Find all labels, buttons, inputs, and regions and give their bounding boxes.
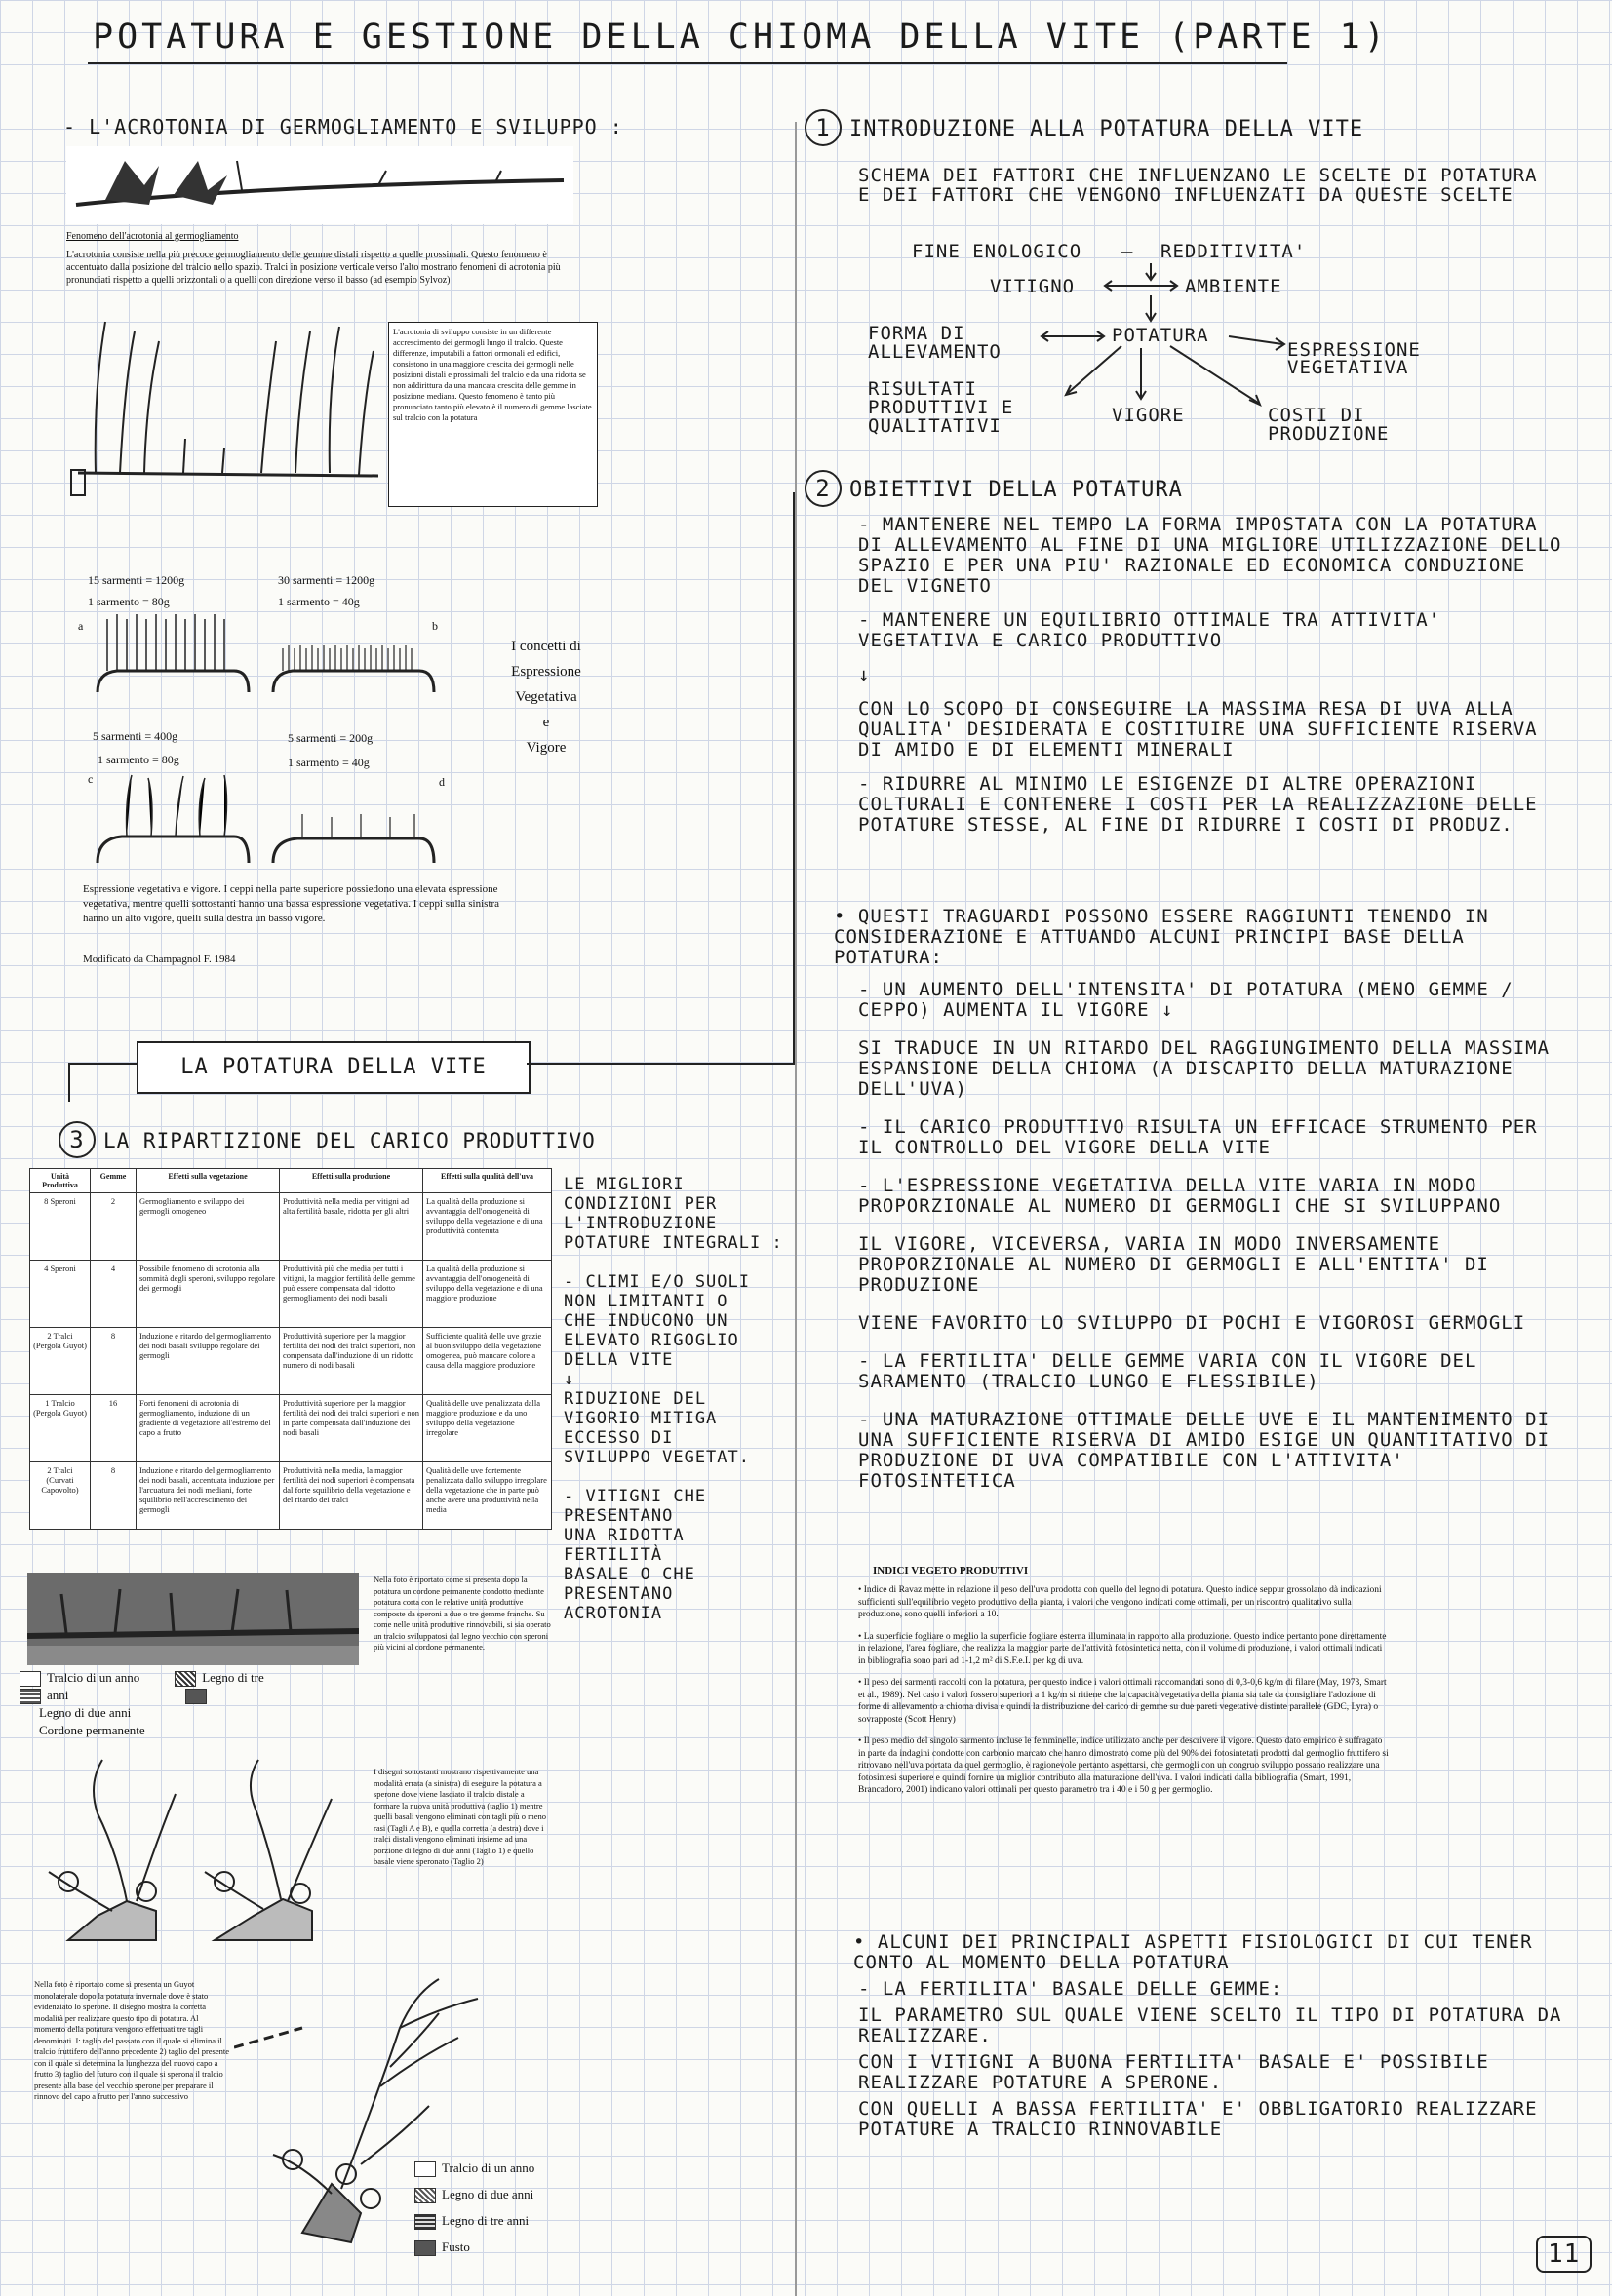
objective-item: ↓ [858, 664, 871, 685]
fig3-label-b: b [432, 619, 438, 633]
principles-list [858, 980, 1570, 1509]
fig3-b-top: 30 sarmenti = 1200g [278, 573, 375, 587]
bl-one-year-swatch [414, 2161, 436, 2177]
fig3-c-bot: 1 sarmento = 80g [98, 753, 179, 766]
connector-vertical [793, 492, 795, 1065]
index-item: • La superficie fogliare o meglio la superficie fogliare esterna illuminata in rapporto alla produzione. Questo indice pertanto pone direttamente in relazione, l'area fogliare, che realizza la maggior parte dell'attività fotosintetica netta, con il volume di produzione, i valori ottimali indicati in bibliografia sono pari ad 1-1,2 m² di S.F.e.I. per kg di uva. [858, 1631, 1387, 1666]
legend-row-2 [20, 1687, 371, 1704]
note-line: UNA RIDOTTA [564, 1526, 685, 1545]
note-line [564, 1253, 793, 1272]
table-cell: La qualità della produzione si avvantaggia dell'omogeneità di sviluppo della vegetazione e di una produttività contenuta [423, 1193, 552, 1261]
aspects-intro: • ALCUNI DEI PRINCIPALI ASPETTI FISIOLOGICI DI CUI TENER CONTO AL MOMENTO DELLA POTATURA [853, 1931, 1533, 1973]
table-cell: Induzione e ritardo del germogliamento dei nodi basali sviluppo regolare dei germogli [137, 1328, 280, 1395]
factors-diagram [858, 239, 1560, 453]
note-line: PRESENTANO [564, 1506, 674, 1526]
note-line: ELEVATO RIGOGLIO [564, 1331, 739, 1350]
table-cell: 8 [91, 1328, 137, 1395]
section2-title: OBIETTIVI DELLA POTATURA [849, 478, 1183, 502]
section1-number: 1 [805, 109, 842, 146]
aspect-item: - LA FERTILITA' BASALE DELLE GEMME: [858, 1978, 1283, 2000]
table-cell: Produttività superiore per la maggior fertilità dei nodi dei tralci superiori, non compensata dall'induzione di un ridotto numero di nodi basali [280, 1328, 423, 1395]
principle-item: - UNA MATURAZIONE OTTIMALE DELLE UVE E IL MANTENIMENTO DI UNA SUFFICIENTE RISERVA DI AMIDO ESIGE UN QUANTITATIVO DI PRODUZIONE DI UVA COMPATIBILE CON L'ATTIVITA' FOTOSINTETICA [858, 1409, 1551, 1492]
integral-pruning-notes [564, 1175, 793, 1623]
legend-l3: Legno di tre [202, 1670, 264, 1685]
load-table-body [30, 1193, 552, 1530]
table-header-cell: Gemme [91, 1169, 137, 1193]
table-header-cell: Effetti sulla vegetazione [137, 1169, 280, 1193]
concept-line-3: Vegetativa [515, 689, 577, 705]
aspect-item: CON I VITIGNI A BUONA FERTILITA' BASALE E' POSSIBILE REALIZZARE POTATURE A SPERONE. [858, 2051, 1489, 2093]
table-cell: 2 Tralci (Pergola Guyot) [30, 1328, 91, 1395]
principle-item: SI TRADUCE IN UN RITARDO DEL RAGGIUNGIMENTO DELLA MASSIMA ESPANSIONE DELLA CHIOMA (A DISCAPITO DELLA MATURAZIONE DELL'UVA) [858, 1037, 1551, 1100]
one-year-swatch [20, 1671, 41, 1687]
legend-l5: Cordone permanente [39, 1723, 145, 1738]
table-header-cell: Unità Produttiva [30, 1169, 91, 1193]
aspects-list [858, 1979, 1570, 2146]
two-year-swatch [20, 1689, 41, 1704]
diag-ambiente: AMBIENTE [1185, 276, 1282, 297]
note-line: - CLIMI E/O SUOLI [564, 1272, 750, 1292]
fig3-source: Modificato da Champagnol F. 1984 [83, 953, 236, 965]
objective-item: - MANTENERE NEL TEMPO LA FORMA IMPOSTATA CON LA POTATURA DI ALLEVAMENTO AL FINE DI UNA MIGLIORE UTILIZZAZIONE DELLO SPAZIO E PER UNA PIU' RAZIONALE ED ECONOMICA CONDUZIONE DEL VIGNETO [858, 514, 1562, 597]
note-line: ACROTONIA [564, 1604, 663, 1623]
fig3-label-a: a [78, 619, 84, 633]
acrotonia-figure [66, 146, 573, 224]
bottom-legend-row-3 [414, 2207, 534, 2234]
objective-item: - MANTENERE UN EQUILIBRIO OTTIMALE TRA ATTIVITA' VEGETATIVA E CARICO PRODUTTIVO [858, 609, 1441, 651]
cordon-photo [27, 1573, 359, 1665]
section3-heading [59, 1121, 596, 1158]
fig3-b-bot: 1 sarmento = 40g [278, 595, 360, 608]
objective-item: CON LO SCOPO DI CONSEGUIRE LA MASSIMA RESA DI UVA ALLA QUALITA' DESIDERATA E COSTITUIRE UNA SUFFICIENTE RISERVA DI AMIDO E DI ELEMENTI MINERALI [858, 698, 1538, 760]
concept-line-2: Espressione [511, 664, 581, 680]
section3-number: 3 [59, 1121, 96, 1158]
note-line: L'INTRODUZIONE [564, 1214, 718, 1233]
section1-subtitle: SCHEMA DEI FATTORI CHE INFLUENZANO LE SCELTE DI POTATURA E DEI FATTORI CHE VENGONO INFLUENZATI DA QUESTE SCELTE [858, 165, 1538, 206]
principle-item: VIENE FAVORITO LO SVILUPPO DI POCHI E VIGOROSI GERMOGLI [858, 1312, 1526, 1334]
section1-title: INTRODUZIONE ALLA POTATURA DELLA VITE [849, 117, 1364, 141]
bl-two-year-swatch [414, 2188, 436, 2203]
section3-title: LA RIPARTIZIONE DEL CARICO PRODUTTIVO [103, 1129, 596, 1152]
page-title: POTATURA E GESTIONE DELLA CHIOMA DELLA VITE (PARTE 1) [93, 18, 1389, 57]
photo-text: Nella foto è riportato come si presenta dopo la potatura un cordone permanente condotto mediante potatura corta con le relative unità produttive composte da speroni a due o tre gemme franche. Su come nelle unità produttive rinnovabili, si sia operato un tralcio sviluppatosi dal legno vecchio con speroni più vicini al cordone permanente. [374, 1575, 551, 1652]
concept-line-1: I concetti di [511, 639, 581, 654]
fig2-text: L'acrotonia di sviluppo consiste in un differente accrescimento dei germogli lungo il tralcio. Queste differenze, imputabili a fattori ormonali ed edifici, consistono in una maggiore crescita dei germogli nelle posizioni distali e prossimali del tralcio e da una ridotta se non addirittura da una mancata crescita delle gemme in posizione mediana. Questo fenomeno è tanto più pronunciato tanto più elevato è il numero di gemme lasciate sul tralcio con la potatura [393, 327, 592, 422]
table-cell: Forti fenomeni di acrotonia di germogliamento, induzione di un gradiente di vegetazione all'estremo del capo a frutto [137, 1395, 280, 1462]
note-line: ECCESSO DI [564, 1428, 674, 1448]
table-cell: 1 Tralcio (Pergola Guyot) [30, 1395, 91, 1462]
note-line: SVILUPPO VEGETAT. [564, 1448, 750, 1467]
legend-l2: anni [47, 1688, 69, 1703]
table-row [30, 1462, 552, 1530]
table-cell: Produttività più che media per tutti i vitigni, la maggior fertilità delle gemme può essere compensata dal ridotto germogliamento dei nodi basali [280, 1261, 423, 1328]
principle-item: - LA FERTILITA' DELLE GEMME VARIA CON IL VIGORE DEL SARAMENTO (TRALCIO LUNGO E FLESSIBILE) [858, 1350, 1477, 1392]
concept-line-5: Vigore [526, 740, 567, 756]
low-expression-drawing [88, 770, 439, 877]
section2-heading [805, 470, 1183, 507]
bottom-legend-row-1 [414, 2155, 534, 2181]
table-row [30, 1328, 552, 1395]
fig1-caption-text: L'acrotonia consiste nella più precoce germogliamento delle gemme distali rispetto a quelle prossimali. Questo fenomeno è accentuato dalla posizione del tralcio nello spazio. Tralci in posizione verticale verso l'alto mostrano fenomeni di acrotonia più pronunciati rispetto a quelli orizzontali o a quelli con direzione verso il basso (ad esempio Sylvoz) [66, 250, 561, 286]
table-cell: 8 Speroni [30, 1193, 91, 1261]
photo-legend [20, 1669, 371, 1739]
section1-heading [805, 109, 1363, 146]
acrotonia-shoots-figure [66, 312, 388, 497]
legend-row-1 [20, 1669, 371, 1687]
principle-item: - L'ESPRESSIONE VEGETATIVA DELLA VITE VARIA IN MODO PROPORZIONALE AL NUMERO DI GERMOGLI CHE SI SVILUPPANO [858, 1175, 1502, 1217]
load-table [29, 1168, 552, 1530]
note-line: ↓ [564, 1370, 575, 1389]
note-line: CONDIZIONI PER [564, 1194, 718, 1214]
indici-list [858, 1584, 1390, 1807]
diag-costi: COSTI DI PRODUZIONE [1268, 405, 1390, 445]
diag-fine: FINE ENOLOGICO [912, 241, 1082, 262]
column-divider [795, 122, 797, 2296]
table-cell: 4 [91, 1261, 137, 1328]
diag-potatura: POTATURA [1112, 325, 1209, 346]
table-cell: Sufficiente qualità delle uve grazie al buon sviluppo della vegetazione omogenea, può mancare colore a causa della maggiore produzione [423, 1328, 552, 1395]
page-number: 11 [1536, 2236, 1592, 2273]
connector-line [527, 1063, 795, 1065]
connector-left [68, 1063, 137, 1065]
vine-branch-drawing [66, 146, 573, 224]
load-table-header [30, 1169, 552, 1193]
note-line: FERTILITÀ [564, 1545, 663, 1565]
index-item: • Indice di Ravaz mette in relazione il peso dell'uva prodotta con quello del legno di potatura. Questo indice seppur grossolano dà indicazioni sufficienti sull'equilibrio vegeto produttivo della pianta, i valori che vengono indicati come ottimali, per un riscontro qualitativo sulla produzione, sono quelli inferiori a 10. [858, 1585, 1382, 1619]
acrotonia-development-box [388, 322, 598, 507]
bottom-legend-l1: Tralcio di un anno [442, 2160, 535, 2175]
note-line: DELLA VITE [564, 1350, 674, 1370]
guyot-text: Nella foto è riportato come si presenta un Guyot monolaterale dopo la potatura invernale dove è stato evidenziato lo sperone. Il disegno mostra la corretta modalità per realizzare questo tipo di potatura. Al momento della potatura vengono effettuati tre tagli denominati. I: taglio del passato con il quale si elimina il tralcio fruttifero dell'anno precedente 2) taglio del presente con il quale si determina la lunghezza del nuovo capo a frutto 3) taglio del futuro con il quale si sperona il tralcio presente alla base del vecchio sperone per preparare il rinnovo del capo a frutto per l'anno successivo [34, 1979, 230, 2101]
diagram-arrows [858, 239, 1560, 453]
cordon-swatch [185, 1689, 207, 1704]
note-line: NON LIMITANTI O [564, 1292, 728, 1311]
diag-risultati: RISULTATI PRODUTTIVI E QUALITATIVI [868, 378, 1014, 437]
table-row [30, 1395, 552, 1462]
table-cell: La qualità della produzione si avvantaggia dell'omogeneità di sviluppo della vegetazione e di una maggiore produzione [423, 1261, 552, 1328]
diag-dash: – [1121, 241, 1134, 262]
note-line: POTATURE INTEGRALI : [564, 1233, 783, 1253]
fig3-caption: Espressione vegetativa e vigore. I ceppi nella parte superiore possiedono una elevata espressione vegetativa, mentre quelli sottostanti hanno una bassa espressione vegetativa. I ceppi sulla sinistra hanno un alto vigore, quelli sulla destra un basso vigore. [83, 883, 500, 924]
fig3-d-bot: 1 sarmento = 40g [288, 756, 370, 769]
principle-item: - UN AUMENTO DELL'INTENSITA' DI POTATURA (MENO GEMME / CEPPO) AUMENTA IL VIGORE ↓ [858, 979, 1514, 1021]
index-item: • Il peso dei sarmenti raccolti con la potatura, per questo indice i valori ottimali raccomandati sono di 0,3-0,6 kg/m di filare (May, 1973, Smart et al., 1989). Nel caso i valori fossero superiori a 1 kg/m si ritiene che la capacità vegetativa della pianta sia tale da consigliare l'adozione di forme di allevamento a chioma divisa e quindi la distribuzione del carico di gemme su due pareti vegetative distinte parallele (GDC, Lyra) o sovrapposte (Scott Henry) [858, 1678, 1387, 1725]
diag-vigore: VIGORE [1112, 405, 1185, 426]
concept-line-4: e [542, 715, 550, 730]
table-cell: 2 Tralci (Curvati Capovolto) [30, 1462, 91, 1530]
bottom-legend-row-2 [414, 2181, 534, 2207]
table-cell: Germogliamento e sviluppo dei germogli omogeneo [137, 1193, 280, 1261]
note-line [564, 1467, 793, 1487]
table-cell: Qualità delle uve penalizzata dalla maggiore produzione e da uno sviluppo della vegetazione irregolare [423, 1395, 552, 1462]
fig3-concepts [488, 634, 605, 760]
connector-down [68, 1063, 70, 1102]
load-table-container [29, 1168, 556, 1530]
cordon-photo-drawing [27, 1573, 359, 1665]
potatura-box: LA POTATURA DELLA VITE [137, 1041, 531, 1094]
index-item: • Il peso medio del singolo sarmento incluse le femminelle, indice utilizzato anche per descrivere il vigore. Questo dato empirico è suffragato in parte da indagini condotte con carbonio marcato che hanno dimostrato come più del 90% dei fotosintetati prodotti dal germoglio fruttifero si ritrovano nell'uva portata da quel germoglio, è ragionevole pertanto aspettarsi, che germogli con un congruo sviluppo possano realizzare una fotosintesi superiore e quindi fornire un miglior contributo alla maturazione dell'uva. I valori indicati dalla bibliografia (Smart, 1991, Brancadoro, 2001) indicano valori ottimali per questo parametro tra i 40 e i 50 g per germoglio. [858, 1736, 1389, 1795]
note-line: - VITIGNI CHE [564, 1487, 707, 1506]
bottom-legend-row-4 [414, 2234, 534, 2260]
three-year-swatch [175, 1671, 196, 1687]
section2-number: 2 [805, 470, 842, 507]
principle-item: - IL CARICO PRODUTTIVO RISULTA UN EFFICACE STRUMENTO PER IL CONTROLLO DEL VIGORE DELLA VITE [858, 1116, 1538, 1158]
table-cell: Produttività nella media per vitigni ad alta fertilità basale, ridotta per gli altri [280, 1193, 423, 1261]
bl-three-year-swatch [414, 2214, 436, 2230]
diag-redd: REDDITIVITA' [1160, 241, 1307, 262]
table-row [30, 1261, 552, 1328]
note-line: LE MIGLIORI [564, 1175, 685, 1194]
spur-pruning-drawings [29, 1755, 361, 1965]
table-cell: Qualità delle uve fortemente penalizzata dallo sviluppo irregolare della vegetazione che in parte può anche avere una produttività nella media [423, 1462, 552, 1530]
acrotonia-heading: - L'ACROTONIA DI GERMOGLIAMENTO E SVILUPPO : [63, 115, 623, 138]
bottom-legend-l2: Legno di due anni [442, 2187, 534, 2201]
legend-l1: Tralcio di un anno [47, 1670, 140, 1685]
fig3-label-c: c [88, 772, 94, 786]
table-cell: Produttività superiore per la maggior fertilità dei nodi dei tralci superiori e non in parte compensata dall'induzione dei nodi basali [280, 1395, 423, 1462]
note-line: RIDUZIONE DEL [564, 1389, 707, 1409]
table-cell: 16 [91, 1395, 137, 1462]
bottom-legend-l4: Fusto [442, 2239, 470, 2254]
note-line: PRESENTANO [564, 1584, 674, 1604]
vigor-figure [59, 565, 605, 994]
table-row [30, 1193, 552, 1261]
bottom-legend-l3: Legno di tre anni [442, 2213, 530, 2228]
fig3-a-top: 15 sarmenti = 1200g [88, 573, 185, 587]
note-line: VIGORIO MITIGA [564, 1409, 718, 1428]
high-expression-drawing [88, 614, 439, 712]
drawing-text: I disegni sottostanti mostrano rispettivamente una modalità errata (a sinistra) di eseguire la potatura a sperone dove viene lasciato il tralcio distale a formare la nuova unità produttiva (taglio 1) mentre quelli basali vengono eliminati con tagli più o meno rasi (Tagli A e B), e quella corretta (a destra) dove i tralci distali vengono eliminati insieme ad una porzione di legno di due anni (Taglio 1) e quello basale viene speronato (Taglio 2) [374, 1767, 547, 1866]
title-underline [88, 62, 1287, 64]
table-cell: 8 [91, 1462, 137, 1530]
table-cell: Induzione e ritardo del germogliamento dei nodi basali, accentuata induzione per l'arcuatura dei nodi mediani, forte squilibrio nell'accrescimento dei germogli [137, 1462, 280, 1530]
table-header-cell: Effetti sulla qualità dell'uva [423, 1169, 552, 1193]
table-cell: Possibile fenomeno di acrotonia alla sommità degli speroni, sviluppo regolare dei germogli [137, 1261, 280, 1328]
fig3-c-top: 5 sarmenti = 400g [93, 729, 178, 743]
shoots-drawing [66, 312, 388, 497]
fig3-a-bot: 1 sarmento = 80g [88, 595, 170, 608]
fig3-d-top: 5 sarmenti = 200g [288, 731, 374, 745]
indici-title: INDICI VEGETO PRODUTTIVI [873, 1565, 1029, 1576]
aspect-item: CON QUELLI A BASSA FERTILITA' E' OBBLIGATORIO REALIZZARE POTATURE A TRALCIO RINNOVABILE [858, 2098, 1538, 2140]
spur-drawing [29, 1755, 361, 1965]
table-cell: 4 Speroni [30, 1261, 91, 1328]
objective-item: - RIDURRE AL MINIMO LE ESIGENZE DI ALTRE OPERAZIONI COLTURALI E CONTENERE I COSTI PER LA REALIZZAZIONE DELLE POTATURE STESSE, AL FINE DI RIDURRE I COSTI DI PRODUZ. [858, 773, 1538, 836]
diag-vitigno: VITIGNO [990, 276, 1076, 297]
principle-item: IL VIGORE, VICEVERSA, VARIA IN MODO INVERSAMENTE PROPORZIONALE AL NUMERO DI GERMOGLI E ALL'ENTITA' DI PRODUZIONE [858, 1233, 1489, 1296]
table-header-cell: Effetti sulla produzione [280, 1169, 423, 1193]
section2-list [858, 515, 1565, 849]
table-cell: Produttività nella media, la maggior fertilità dei nodi superiori è compensata dal forte squilibrio della vegetazione e del ritardo dei tralci [280, 1462, 423, 1530]
bl-trunk-swatch [414, 2240, 436, 2256]
aspect-item: IL PARAMETRO SUL QUALE VIENE SCELTO IL TIPO DI POTATURA DA REALIZZARE. [858, 2004, 1562, 2046]
note-line: BASALE O CHE [564, 1565, 695, 1584]
fig3-label-d: d [439, 775, 445, 789]
fig1-caption-title: Fenomeno dell'acrotonia al germogliamento [66, 231, 239, 242]
diag-espressione: ESPRESSIONE VEGETATIVA [1287, 339, 1421, 378]
note-line: CHE INDUCONO UN [564, 1311, 728, 1331]
diag-forma: FORMA DI ALLEVAMENTO [868, 323, 1002, 363]
legend-l4: Legno di due anni [39, 1705, 132, 1721]
bottom-legend [414, 2155, 534, 2260]
principles-intro: • QUESTI TRAGUARDI POSSONO ESSERE RAGGIUNTI TENENDO IN CONSIDERAZIONE E ATTUANDO ALCUNI PRINCIPI BASE DELLA POTATURA: [834, 906, 1489, 968]
table-cell: 2 [91, 1193, 137, 1261]
